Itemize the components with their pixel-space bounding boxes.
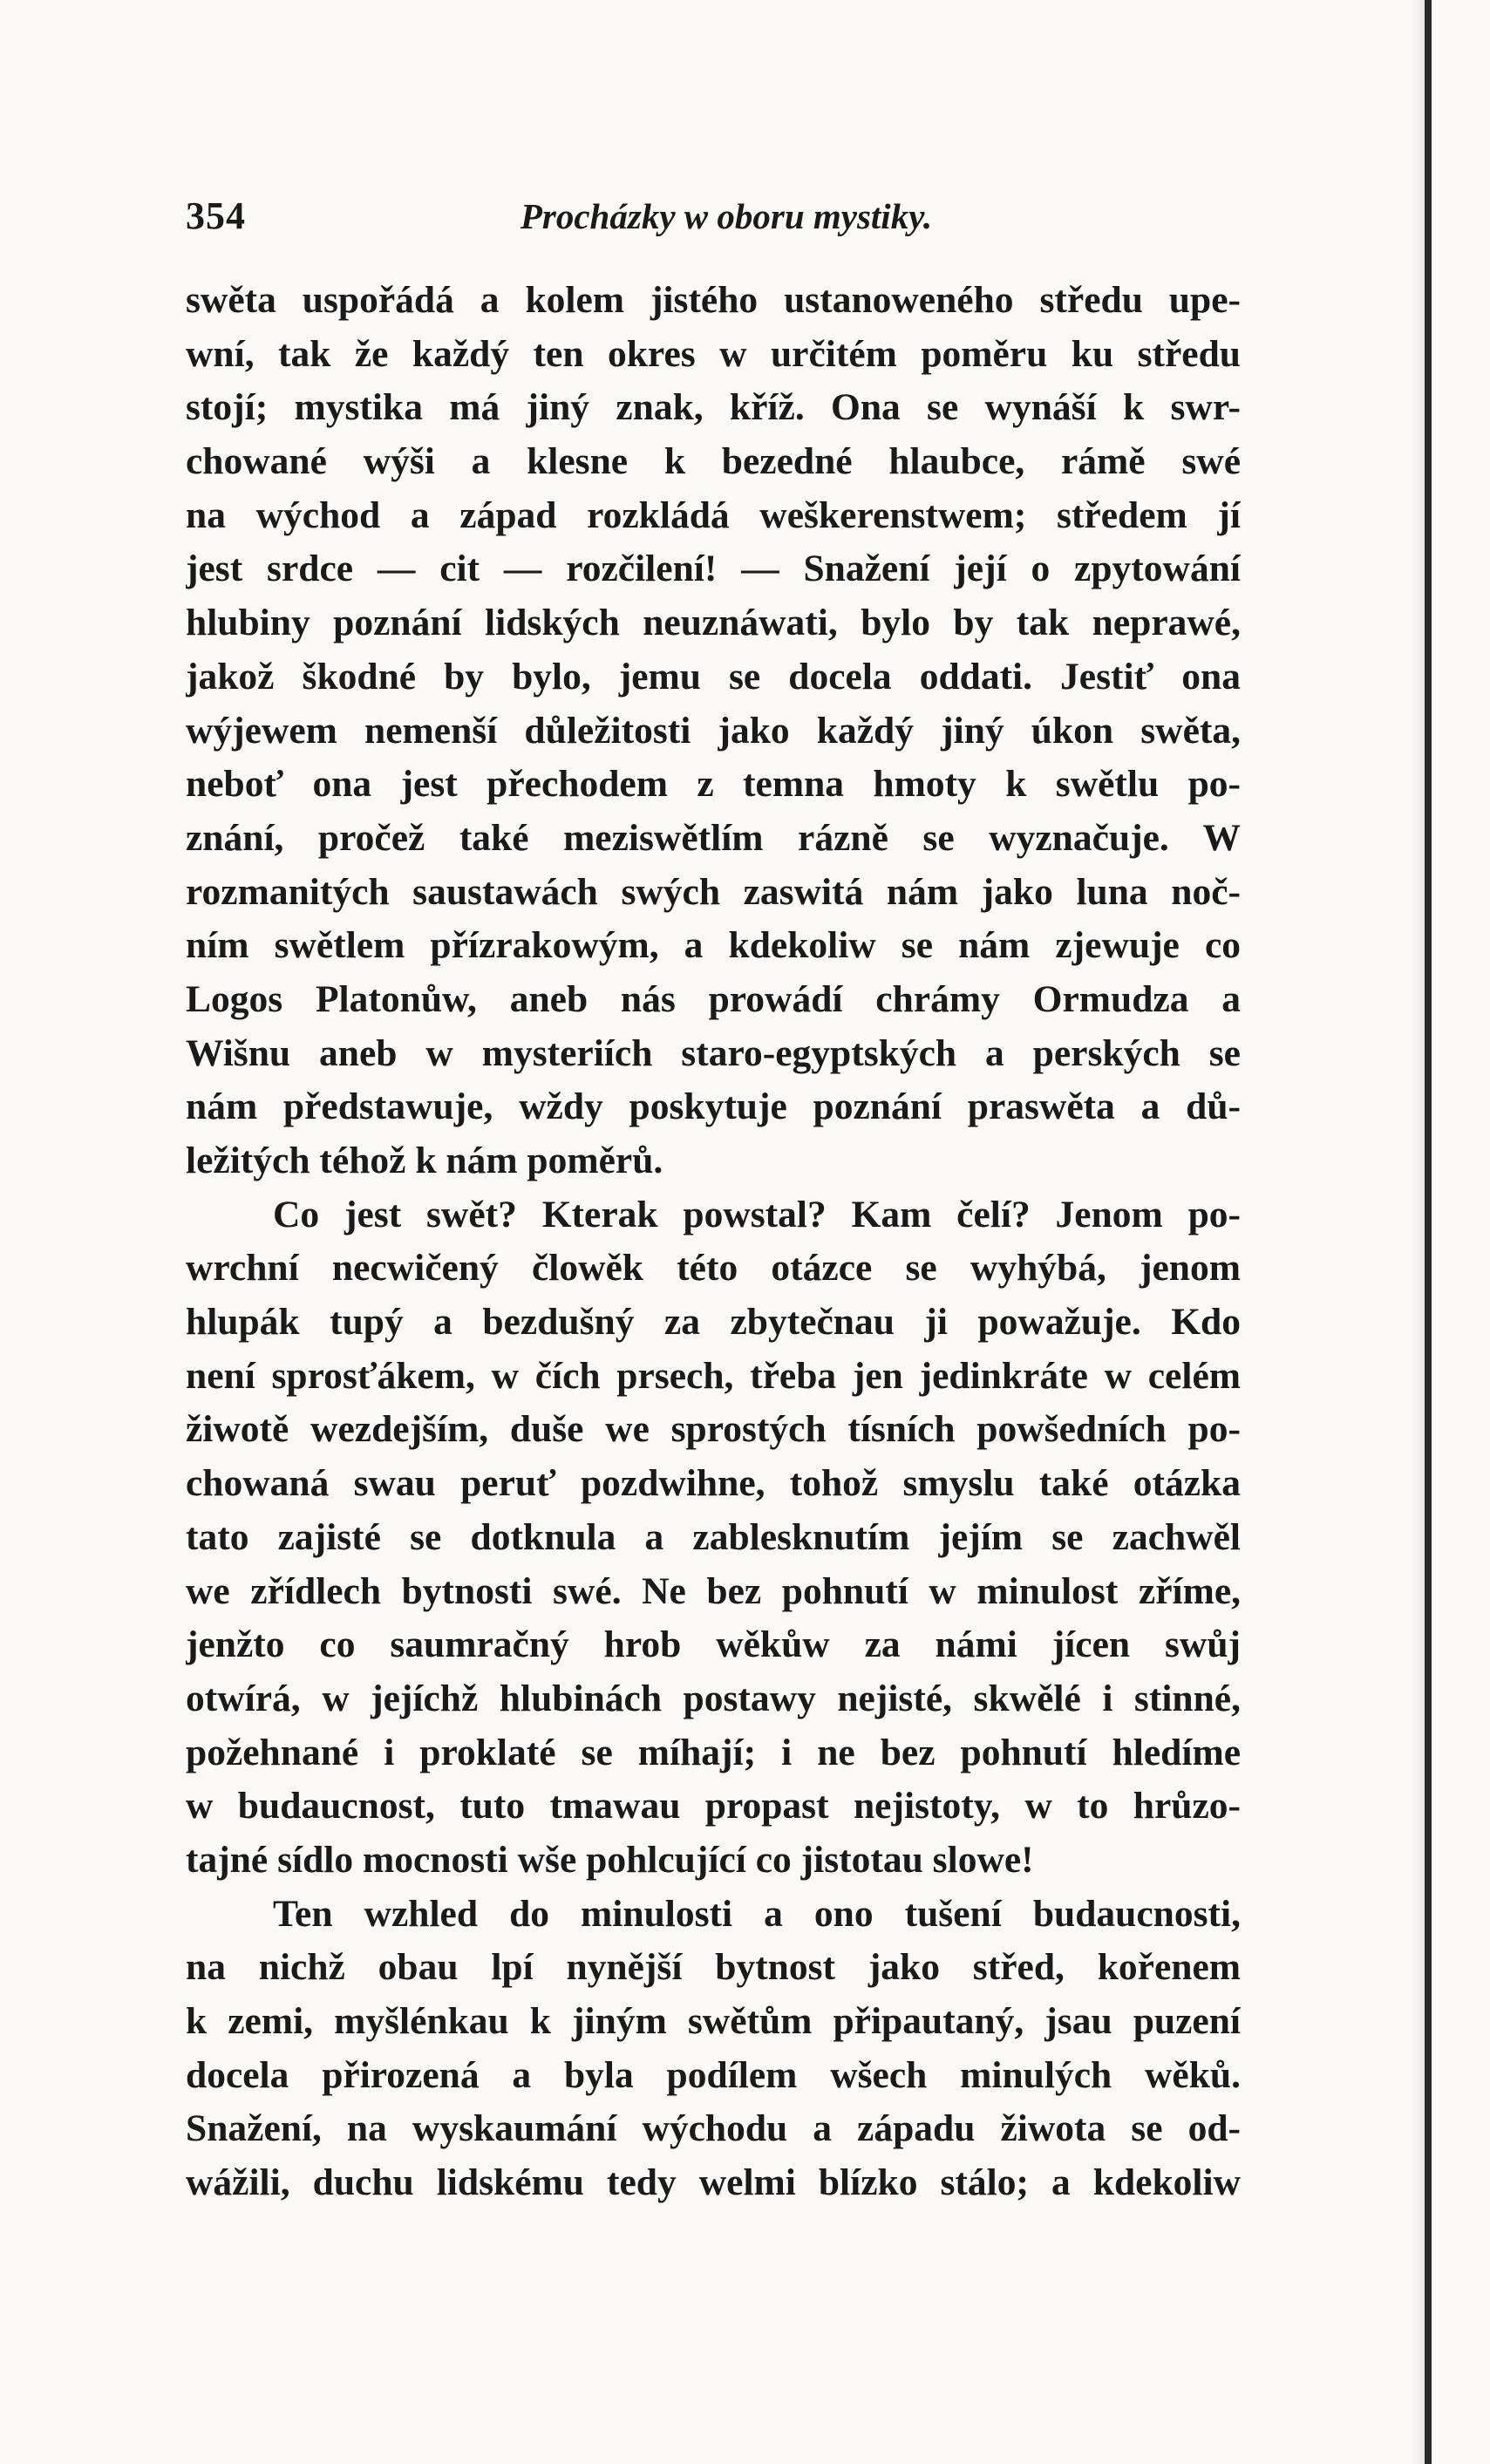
text-line: Ten wzhled do minulosti a ono tušení budaucnosti,: [273, 1892, 1241, 1935]
text-line: w budaucnost, tuto tmawau propast nejistoty, w to hrůzo-: [186, 1785, 1241, 1828]
text-line: tato zajisté se dotknula a zablesknutím jejím se zachwěl: [186, 1515, 1241, 1558]
text-line: jest srdce — cit — rozčilení! — Snažení její o zpytowání: [186, 548, 1241, 590]
text-line: neboť ona jest přechodem z temna hmoty k swětlu po-: [186, 763, 1241, 806]
text-line: stojí; mystika má jiný znak, kříž. Ona se wynáší k swr-: [186, 386, 1241, 429]
text-line: jenžto co saumračný hrob wěkůw za námi jícen swůj: [186, 1623, 1241, 1666]
text-line: jakož škodné by bylo, jemu se docela oddati. Jestiť ona: [186, 655, 1241, 698]
text-line: k zemi, myšlénkau k jiným swětům připautaný, jsau puzení: [186, 2000, 1241, 2042]
text-line: docela přirozená a byla podílem wšech minulých wěků.: [186, 2053, 1241, 2096]
text-line: swěta uspořádá a kolem jistého ustanoweného středu upe-: [186, 279, 1241, 321]
text-line: Wišnu aneb w mysteriích staro-egyptských a perských se: [186, 1031, 1241, 1074]
text-line: rozmanitých saustawách swých zaswitá nám jako luna noč-: [186, 870, 1241, 913]
text-line: wážili, duchu lidskému tedy welmi blízko stálo; a kdekoliw: [186, 2161, 1241, 2204]
text-line: Logos Platonůw, aneb nás prowádí chrámy Ormudza a: [186, 977, 1241, 1020]
text-line: chowaná swau peruť pozdwihne, tohož smyslu také otázka: [186, 1462, 1241, 1505]
page-edge: [1425, 0, 1432, 2464]
text-line: znání, pročež také meziswětlím rázně se wyznačuje. W: [186, 816, 1241, 859]
text-line: žiwotě wezdejším, duše we sprostých tísních powšedních po-: [186, 1408, 1241, 1451]
text-line: ležitých téhož k nám poměrů.: [186, 1140, 663, 1181]
text-line: hlupák tupý a bezdušný za zbytečnau ji powažuje. Kdo: [186, 1301, 1241, 1344]
text-line: požehnané i proklaté se míhají; i ne bez pohnutí hledíme: [186, 1731, 1241, 1773]
text-line: není sprosťákem, w čích prsech, třeba jen jedinkráte w celém: [186, 1354, 1241, 1397]
text-line: tajné sídlo mocnosti wše pohlcující co jistotau slowe!: [186, 1838, 1034, 1881]
text-line: we zřídlech bytnosti swé. Ne bez pohnutí w minulost zříme,: [186, 1569, 1241, 1612]
text-line: wrchní necwičený člowěk této otázce se wyhýbá, jenom: [186, 1247, 1241, 1290]
text-line: Snažení, na wyskaumání wýchodu a západu žiwota se od-: [186, 2107, 1241, 2150]
text-line: hlubiny poznání lidských neuznáwati, bylo by tak neprawé,: [186, 602, 1241, 644]
text-line: wní, tak že každý ten okres w určitém poměru ku středu: [186, 332, 1241, 375]
text-line: na wýchod a západ rozkládá weškerenstwem; středem jí: [186, 493, 1241, 536]
running-title: Procházky w oboru mystiky.: [520, 196, 933, 236]
text-line: nám předstawuje, wždy poskytuje poznání praswěta a dů-: [186, 1086, 1241, 1128]
page-number: 354: [186, 194, 246, 237]
page-header: [186, 194, 1241, 255]
text-line: wýjewem nemenší důležitosti jako každý jiný úkon swěta,: [186, 709, 1241, 752]
text-line: Co jest swět? Kterak powstal? Kam čelí? Jenom po-: [273, 1193, 1241, 1235]
text-line: chowané wýši a klesne k bezedné hlaubce, rámě swé: [186, 440, 1241, 483]
page-edge-shadow: [1411, 0, 1425, 2464]
text-line: ním swětlem přízrakowým, a kdekoliw se nám zjewuje co: [186, 924, 1241, 967]
text-line: na nichž obau lpí nynější bytnost jako střed, kořenem: [186, 1946, 1241, 1989]
text-line: otwírá, w jejíchž hlubinách postawy nejisté, skwělé i stinné,: [186, 1677, 1241, 1719]
body-text: [186, 274, 1241, 2210]
